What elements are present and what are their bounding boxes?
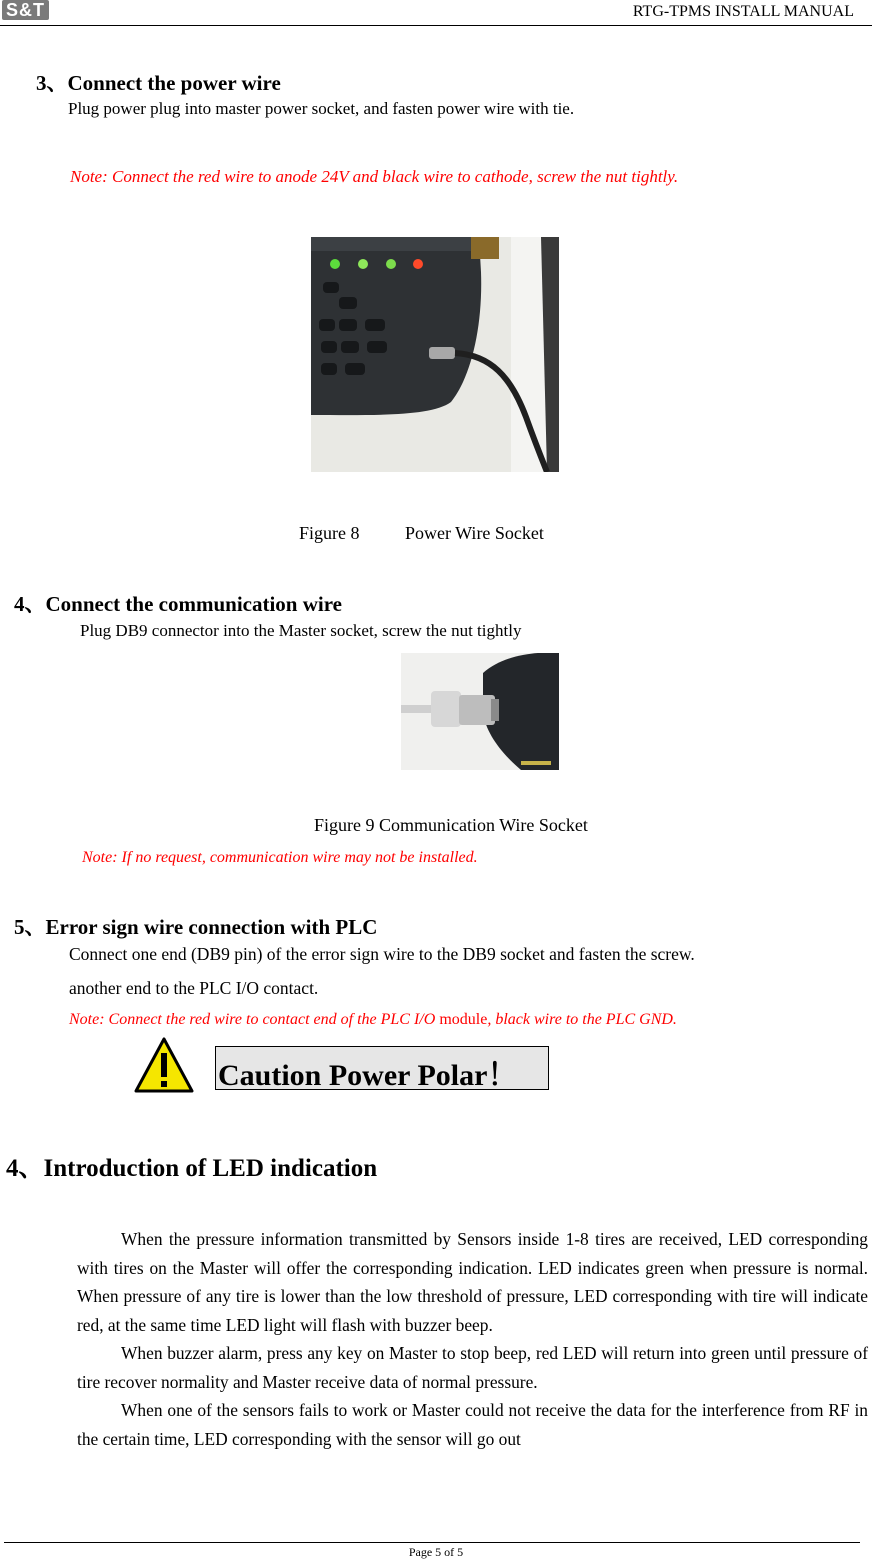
step3-note: Note: Connect the red wire to anode 24V and black wire to cathode, screw the nut tightly. (70, 167, 679, 186)
page-number: Page 5 of 5 (408, 1545, 464, 1559)
footer-divider (4, 1542, 860, 1543)
figure9-note: Note: If no request, communication wire may not be installed. (82, 849, 478, 866)
step4-heading: 4、Connect the communication wire (14, 592, 342, 616)
step3-text: Plug power plug into master power socket, and fasten power wire with tie. (68, 99, 575, 118)
led-paragraph-2: When buzzer alarm, press any key on Master to stop beep, red LED will return into green until pressure of tire recover normality and Master receive data of normal pressure. (77, 1343, 868, 1392)
step5-line2: another end to the PLC I/O contact. (69, 978, 319, 998)
caution-text: Caution Power Polar！ (218, 1059, 518, 1092)
led-intro-body (77, 1225, 868, 1453)
step5-heading: 5、Error sign wire connection with PLC (14, 915, 378, 939)
figure9-caption: Figure 9 Communication Wire Socket (314, 815, 588, 835)
step5-note: Note: Connect the red wire to contact end of the PLC I/O module, black wire to the PLC GND. (69, 1011, 677, 1028)
step4-text: Plug DB9 connector into the Master socket, screw the nut tightly (80, 621, 522, 640)
section4-heading: 4、Introduction of LED indication (6, 1155, 378, 1182)
communication-wire-socket-photo (401, 653, 559, 770)
company-logo: S&T (2, 0, 74, 20)
led-paragraph-3: When one of the sensors fails to work or Master could not receive the data for the interference from RF in the certain time, LED corresponding with the sensor will go out (77, 1400, 868, 1449)
step5-line1: Connect one end (DB9 pin) of the error sign wire to the DB9 socket and fasten the screw. (69, 944, 695, 964)
warning-icon (133, 1036, 195, 1094)
led-paragraph-1: When the pressure information transmitted by Sensors inside 1-8 tires are received, LED corresponding with tires on the Master will offer the corresponding indication. LED indicates green when pressure is normal. When pressure of any tire is lower than the low threshold of pressure, LED corresponding with tire will indicate red, at the same time LED light will flash with buzzer beep. (77, 1229, 868, 1335)
figure8-caption-text: Power Wire Socket (405, 523, 544, 543)
header-divider (0, 25, 872, 26)
step3-heading: 3、Connect the power wire (36, 71, 281, 95)
document-title: RTG-TPMS INSTALL MANUAL (632, 3, 854, 20)
power-wire-socket-photo (311, 237, 559, 472)
figure8-caption-number: Figure 8 (299, 523, 360, 543)
